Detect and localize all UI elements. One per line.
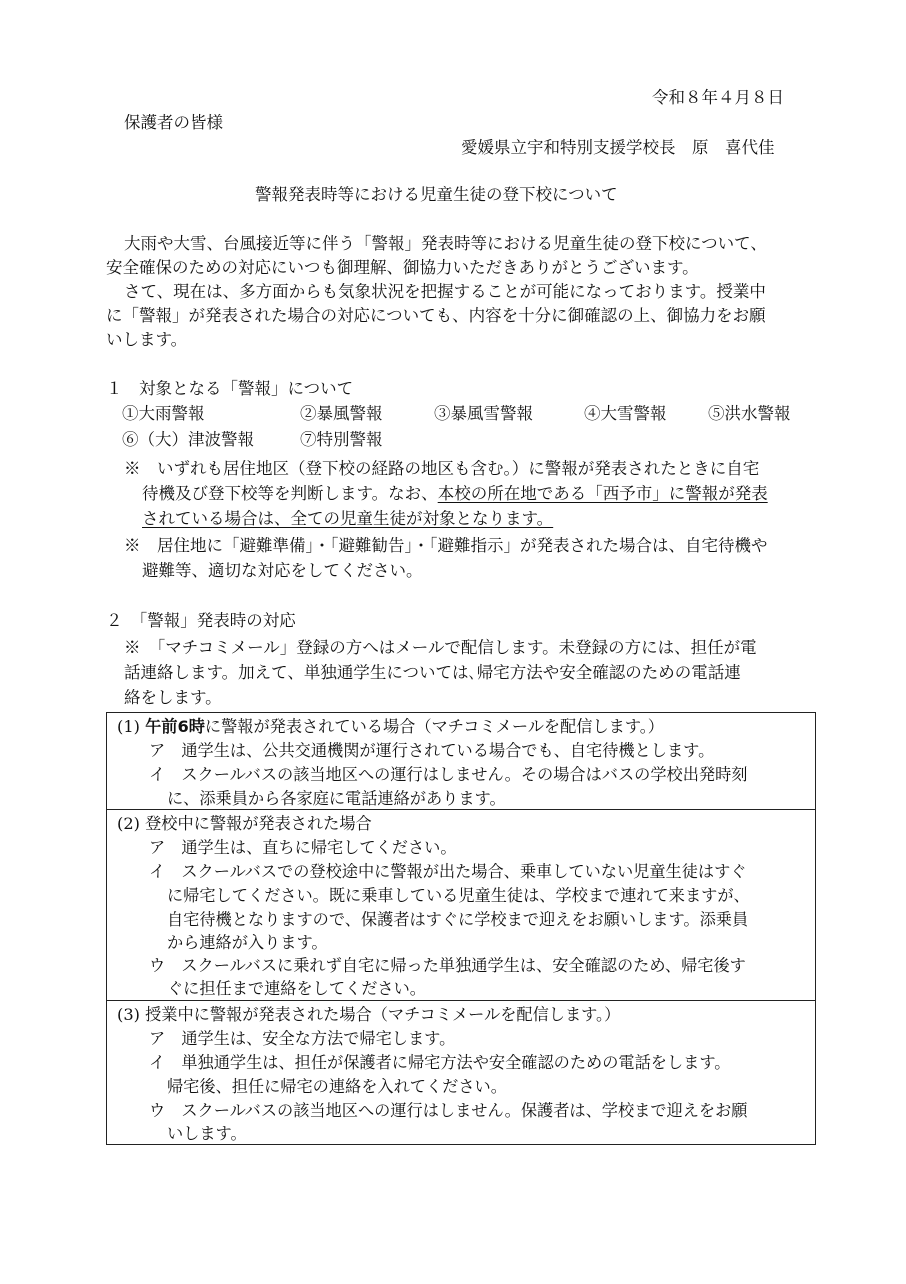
box3-heading: (3) 授業中に警報が発表された場合（マチコミメールを配信します。） [117,1005,621,1024]
note-line: 話連絡します。加えて、単独通学生については､帰宅方法や安全確認のための電話連 [124,663,741,682]
box2-item: 自宅待機となりますので、保護者はすぐに学校まで迎えをお願いします。添乗員 [167,910,749,929]
warning-item: ④大雪警報 [584,404,667,423]
warning-item: ①大雨警報 [122,404,205,423]
box2-heading: (2) 登校中に警報が発表された場合 [117,814,372,833]
intro-line: さて、現在は、多方面からも気象状況を把握することが可能になっております。授業中 [124,282,766,301]
intro-line: 安全確保のための対応にいつも御理解、御協力いただきありがとうございます。 [106,258,699,277]
box1-number: (1) [117,717,140,736]
box1-heading-text: に警報が発表されている場合（マチコミメールを配信します。） [204,717,664,736]
box2-item: ぐに担任まで連絡をしてください。 [167,979,426,998]
warning-item: ②暴風警報 [300,404,383,423]
warning-item: ⑤洪水警報 [708,404,791,423]
document-date: 令和８年４月８日 [652,88,784,107]
warning-item: ⑥（大）津波警報 [122,430,254,449]
case-box-1 [106,712,816,810]
note-line: 絡をします。 [124,688,222,707]
box1-item: に、添乗員から各家庭に電話連絡があります。 [167,789,506,808]
underlined-note-text: されている場合は、全ての児童生徒が対象となります。 [142,509,554,528]
warning-item: ③暴風雪警報 [434,404,533,423]
section2-heading: ２ 「警報」発表時の対応 [106,611,296,630]
warning-item: ⑦特別警報 [300,430,383,449]
box2-item: ア 通学生は、直ちに帰宅してください。 [149,838,457,857]
box3-item: 帰宅後、担任に帰宅の連絡を入れてください。 [167,1077,507,1096]
case-box-3 [106,1000,816,1145]
underlined-note-text: 本校の所在地である「西予市」に警報が発表 [437,484,768,503]
sender: 愛媛県立宇和特別支援学校長 原 喜代佳 [461,138,775,157]
box1-time: 午前6時 [145,717,205,736]
box1-item: イ スクールバスの該当地区への運行はしません。その場合はバスの学校出発時刻 [149,765,748,784]
note-line: 避難等、適切な対応をしてください。 [142,561,423,580]
box3-item: ウ スクールバスの該当地区への運行はしません。保護者は、学校まで迎えをお願 [149,1101,748,1120]
document-title: 警報発表時等における児童生徒の登下校について [255,185,618,204]
box2-item: イ スクールバスでの登校途中に警報が出た場合、乗車していない児童生徒はすぐ [149,862,747,881]
intro-line: いします。 [106,330,188,349]
box2-item: に帰宅してください。既に乗車している児童生徒は、学校まで連れて来ますが、 [167,886,750,905]
addressee: 保護者の皆様 [124,113,223,132]
case-box-2 [106,809,816,1001]
box3-item: イ 単独通学生は、担任が保護者に帰宅方法や安全確認のための電話をします。 [149,1053,731,1072]
box2-item: ウ スクールバスに乗れず自宅に帰った単独通学生は、安全確認のため、帰宅後す [149,956,746,975]
box3-item: ア 通学生は、安全な方法で帰宅します。 [149,1029,456,1048]
box2-item: から連絡が入ります。 [167,933,328,952]
section1-heading: １ 対象となる「警報」について [106,379,354,398]
box1-heading [117,715,664,739]
note-text: 待機及び登下校等を判断します。なお、 [142,484,438,503]
box1-item: ア 通学生は、公共交通機関が運行されている場合でも、自宅待機とします。 [149,741,715,760]
intro-line: に「警報」が発表された場合の対応についても、内容を十分に御確認の上、御協力をお願 [106,306,766,325]
note-line: ※ 居住地に「避難準備」・「避難勧告」・「避難指示」が発表された場合は、自宅待機や [124,536,768,555]
intro-line: 大雨や大雪、台風接近等に伴う「警報」発表時等における児童生徒の登下校について、 [124,234,767,253]
note-line: ※ 「マチコミメール」登録の方へはメールで配信します。未登録の方には、担任が電 [124,638,757,657]
box3-item: いします。 [167,1124,247,1143]
note-line [142,482,768,506]
note-line: ※ いずれも居住地区（登下校の経路の地区も含む。）に警報が発表されたときに自宅 [124,459,760,478]
